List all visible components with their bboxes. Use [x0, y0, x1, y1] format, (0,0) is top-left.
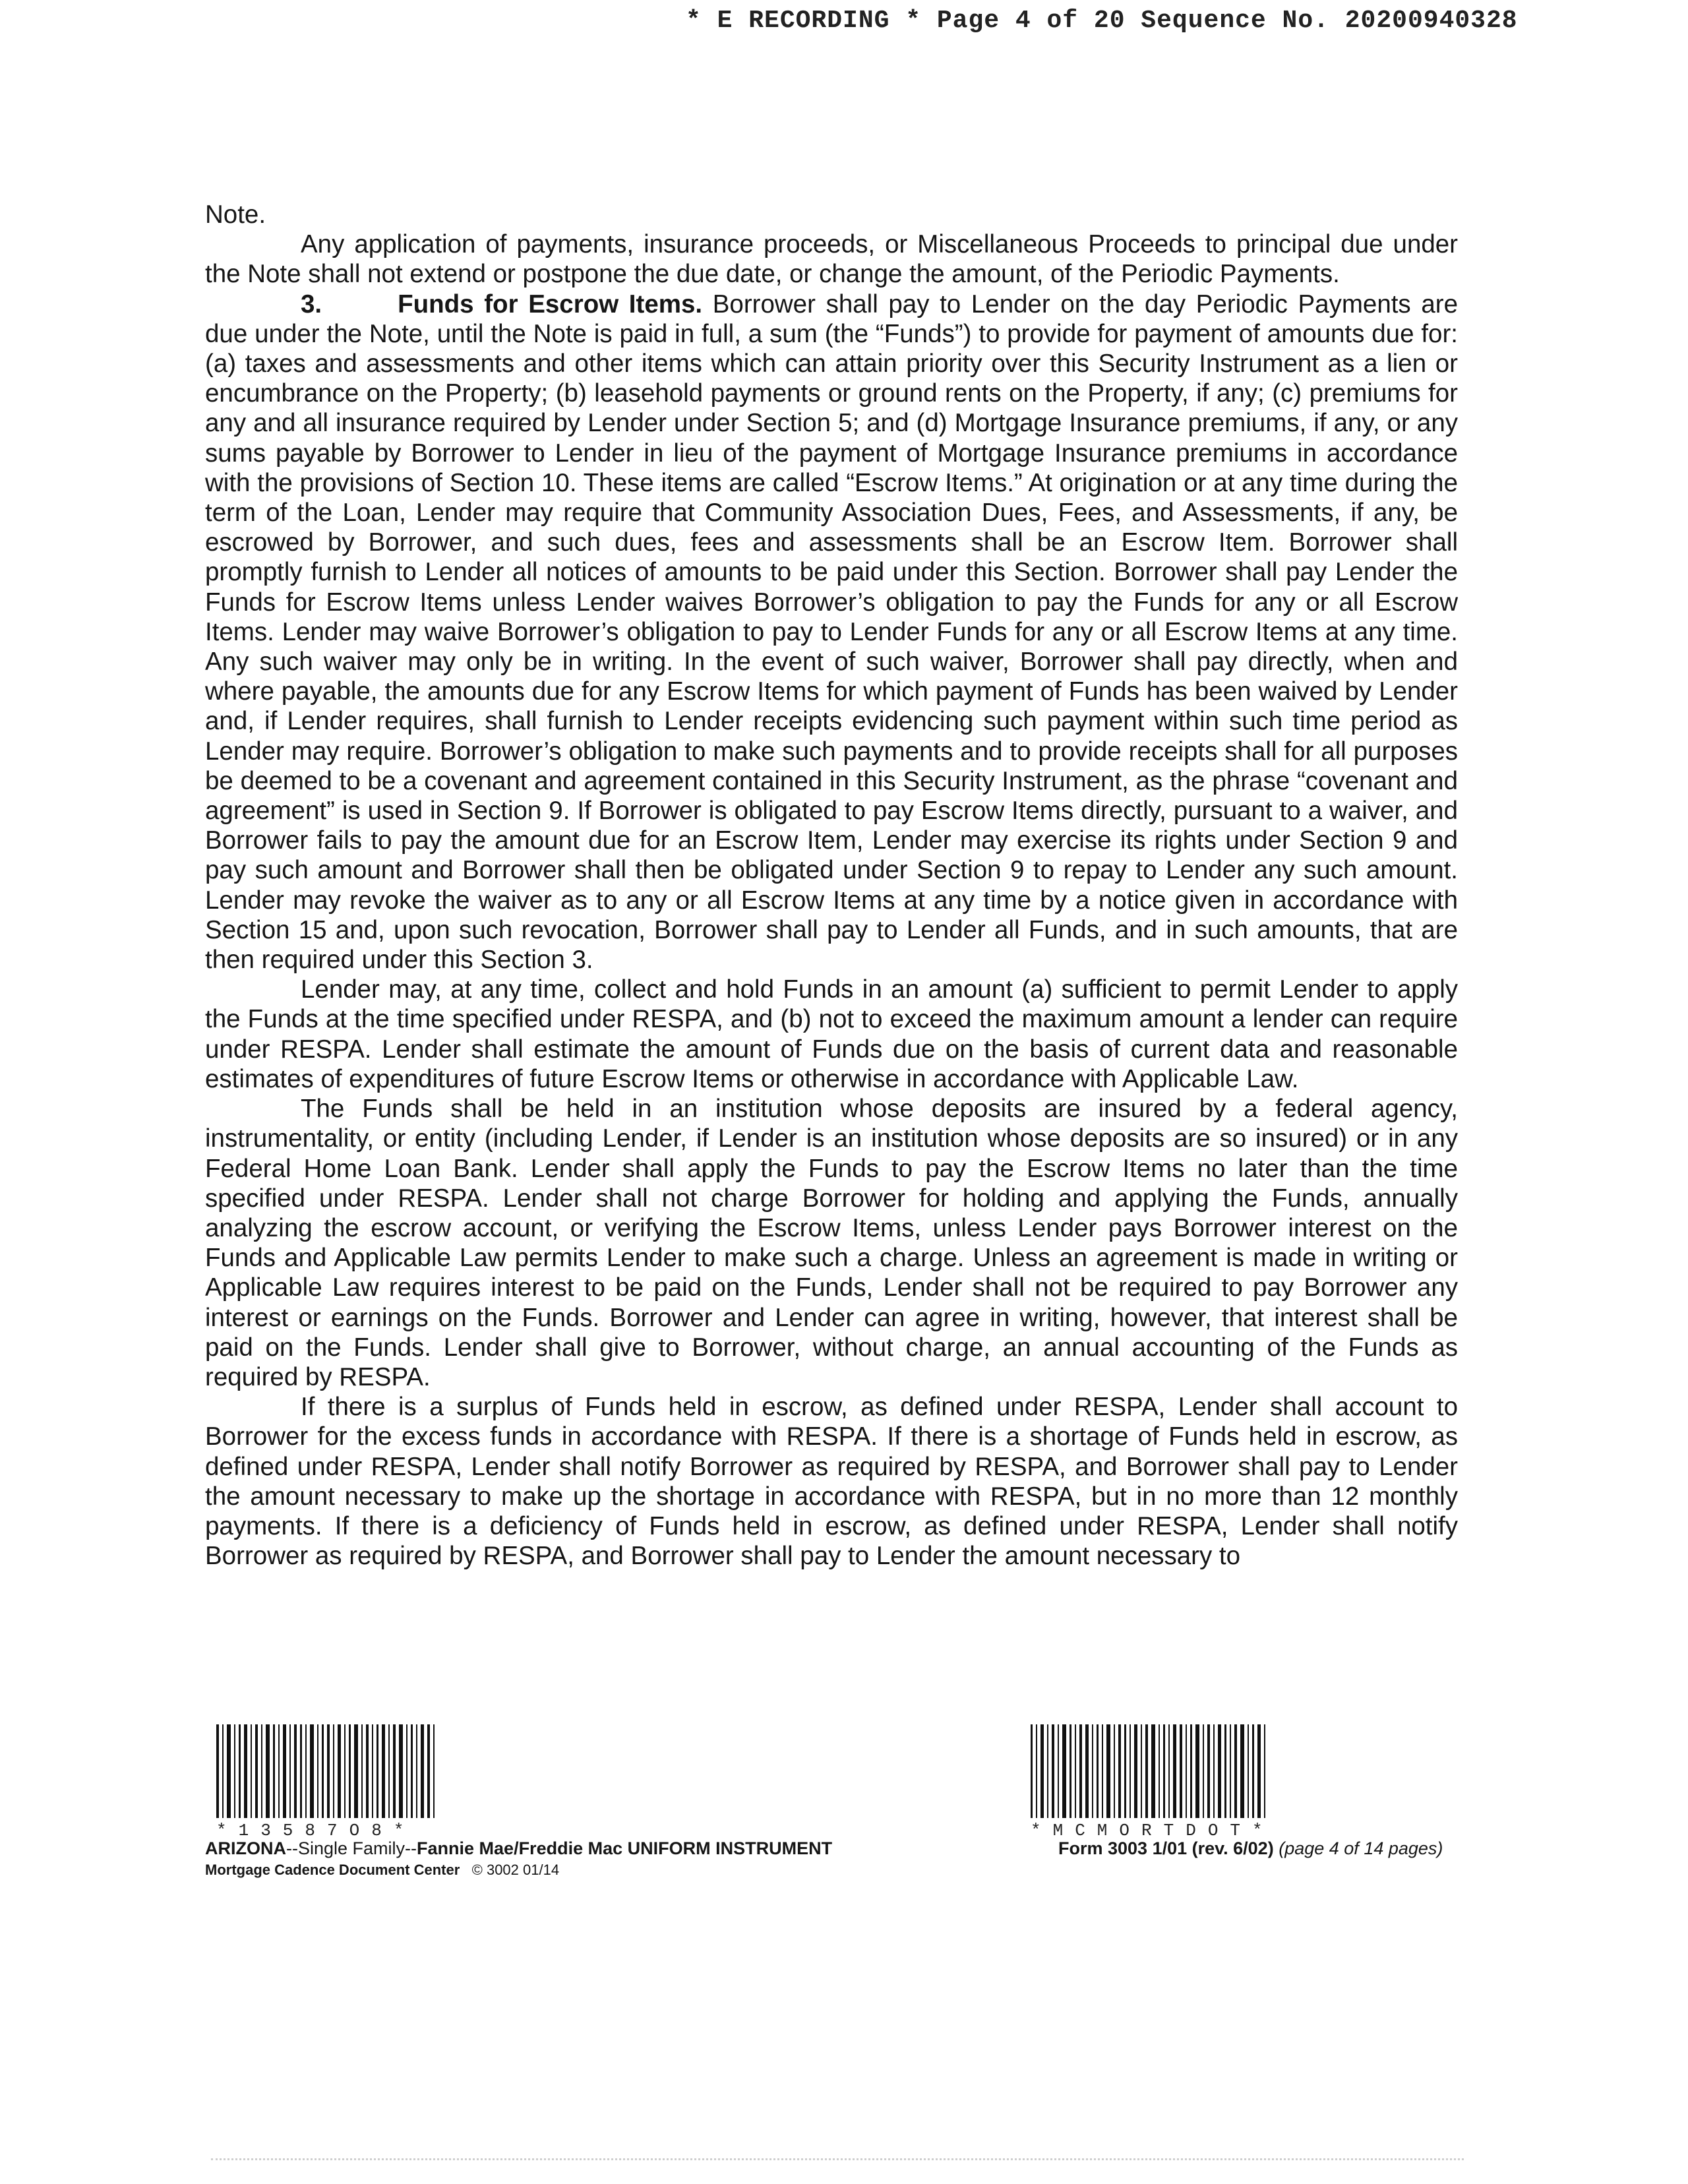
footer-family: --Single Family--	[286, 1838, 417, 1858]
barcode-left-bars	[216, 1724, 438, 1818]
paragraph-section-3	[205, 289, 1458, 975]
section-number: 3.	[301, 289, 322, 318]
footer-form: Form 3003 1/01 (rev. 6/02)	[1058, 1838, 1274, 1858]
barcode-left	[216, 1724, 438, 1840]
barcode-right-bars	[1031, 1724, 1275, 1818]
footer-page: (page 4 of 14 pages)	[1279, 1838, 1443, 1858]
document-body	[205, 200, 1458, 1571]
section-3-text: Borrower shall pay to Lender on the day Periodic Payments are due under the Note, until the Note is paid in full, a sum (the “Funds”) to provide for payment of amounts due for: (a) taxes and assessments and other items which can attain priority over this Security Instrument as a lien or encumbrance on the Property; (b) leasehold payments or ground rents on the Property, if any; (c) premiums for any and all insurance required by Lender under Section 5; and (d) Mortgage Insurance premiums, if any, or any sums payable by Borrower to Lender in lieu of the payment of Mortgage Insurance premiums in accordance with the provisions of Section 10. These items are called “Escrow Items.” At origination or at any time during the term of the Loan, Lender may require that Community Association Dues, Fees, and Assessments, if any, be escrowed by Borrower, and such dues, fees and assessments shall be an Escrow Item. Borrower shall promptly furnish to Lender all notices of amounts to be paid under this Section. Borrower shall pay Lender the Funds for Escrow Items unless Lender waives Borrower’s obligation to pay the Funds for any or all Escrow Items. Lender may waive Borrower’s obligation to pay to Lender Funds for any or all Escrow Items at any time. Any such waiver may only be in writing. In the event of such waiver, Borrower shall pay directly, when and where payable, the amounts due for any Escrow Items for which payment of Funds has been waived by Lender and, if Lender requires, shall furnish to Lender receipts evidencing such payment within such time period as Lender may require. Borrower’s obligation to make such payments and to provide receipts shall for all purposes be deemed to be a covenant and agreement contained in this Security Instrument, as the phrase “covenant and agreement” is used in Section 9. If Borrower is obligated to pay Escrow Items directly, pursuant to a waiver, and Borrower fails to pay the amount due for an Escrow Item, Lender may exercise its rights under Section 9 and pay such amount and Borrower shall then be obligated under Section 9 to repay to Lender any such amount. Lender may revoke the waiver as to any or all Escrow Items at any time by a notice given in accordance with Section 15 and, upon such revocation, Borrower shall pay to Lender all Funds, and in such amounts, that are then required under this Section 3.	[205, 289, 1458, 975]
section-title: Funds for Escrow Items.	[398, 289, 703, 318]
footer-instrument: Fannie Mae/Freddie Mac UNIFORM INSTRUMENT	[417, 1838, 833, 1858]
footer-left	[205, 1838, 930, 1879]
paragraph-surplus: If there is a surplus of Funds held in escrow, as defined under RESPA, Lender shall account to Borrower for the excess funds in accordance with RESPA. If there is a shortage of Funds held in escrow, as defined under RESPA, Lender shall notify Borrower as required by RESPA, and Borrower shall pay to Lender the amount necessary to make up the shortage in accordance with RESPA, but in no more than 12 monthly payments. If there is a deficiency of Funds held in escrow, as defined under RESPA, Lender shall notify Borrower as required by RESPA, and Borrower shall pay to Lender the amount necessary to	[205, 1393, 1458, 1571]
barcode-right-caption: *MCMORTDOT*	[1031, 1821, 1275, 1840]
footer-right	[1058, 1838, 1467, 1859]
barcode-right	[1031, 1724, 1275, 1840]
scan-artifact-line	[211, 2158, 1464, 2164]
recording-header: * E RECORDING * Page 4 of 20 Sequence No. 20200940328	[686, 7, 1518, 35]
barcode-left-caption: *13587O8*	[216, 1821, 416, 1840]
footer-state: ARIZONA	[205, 1838, 286, 1858]
paragraph-application-of-payments: Any application of payments, insurance proceeds, or Miscellaneous Proceeds to principal due under the Note shall not extend or postpone the due date, or change the amount, of the Periodic Payments.	[205, 230, 1458, 289]
paragraph-note: Note.	[205, 200, 266, 229]
footer-copyright: © 3002 01/14	[471, 1862, 560, 1878]
paragraph-funds-held: The Funds shall be held in an institution whose deposits are insured by a federal agency, instrumentality, or entity (including Lender, if Lender is an institution whose deposits are so insured) or in any Federal Home Loan Bank. Lender shall apply the Funds to pay the Escrow Items no later than the time specified under RESPA. Lender shall not charge Borrower for holding and applying the Funds, annually analyzing the escrow account, or verifying the Escrow Items, unless Lender pays Borrower interest on the Funds and Applicable Law permits Lender to make such a charge. Unless an agreement is made in writing or Applicable Law requires interest to be paid on the Funds, Lender shall not be required to pay Borrower any interest or earnings on the Funds. Borrower and Lender can agree in writing, however, that interest shall be paid on the Funds. Lender shall give to Borrower, without charge, an annual accounting of the Funds as required by RESPA.	[205, 1095, 1458, 1391]
footer-doc-center: Mortgage Cadence Document Center	[205, 1862, 460, 1878]
paragraph-lender-may-collect: Lender may, at any time, collect and hold Funds in an amount (a) sufficient to permit Lender to apply the Funds at the time specified under RESPA, and (b) not to exceed the maximum amount a lender can require under RESPA. Lender shall estimate the amount of Funds due on the basis of current data and reasonable estimates of expenditures of future Escrow Items or otherwise in accordance with Applicable Law.	[205, 975, 1458, 1093]
